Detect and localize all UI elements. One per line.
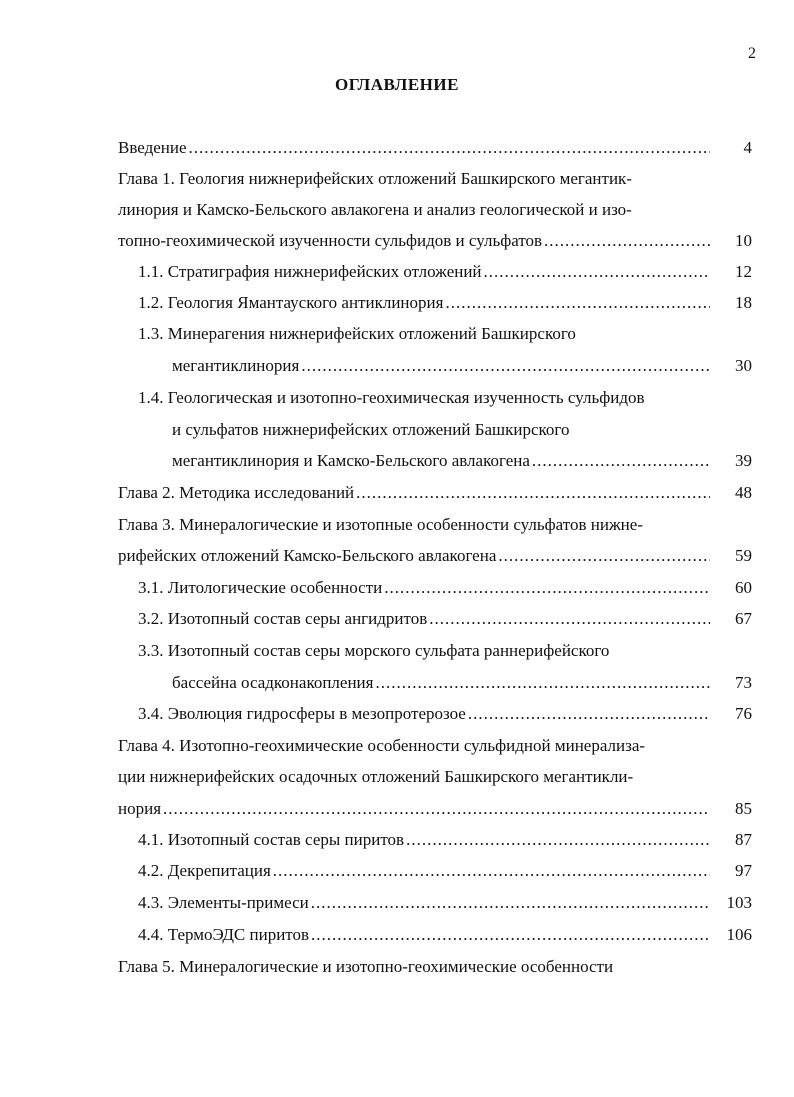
- toc-entry: мегантиклинория .....: [172, 351, 712, 381]
- toc-page: 12: [735, 262, 752, 281]
- toc-entry: 1.2. Геология Ямантауского антиклинория .....: [138, 288, 712, 318]
- toc-page: 60: [735, 578, 752, 597]
- toc-entry: 3.4. Эволюция гидросферы в мезопротерозое .....: [138, 699, 712, 729]
- toc-entry-line: ции нижнерифейских осадочных отложений Башкирского мегантикли-: [118, 767, 634, 786]
- toc-entry-line: и сульфатов нижнерифейских отложений Башкирского: [172, 420, 570, 439]
- toc-entry-line: Глава 3. Минералогические и изотопные особенности сульфатов нижне-: [118, 515, 643, 534]
- toc-entry: топно-геохимической изученности сульфидов и сульфатов .....: [118, 226, 712, 256]
- toc-page: 4: [743, 138, 752, 157]
- toc-page: 48: [735, 483, 752, 502]
- toc-page: 18: [735, 293, 752, 312]
- toc-entry-line: 3.3. Изотопный состав серы морского сульфата раннерифейского: [138, 641, 610, 660]
- toc-entry: Глава 2. Методика исследований .....: [118, 478, 712, 508]
- toc-page: 103: [726, 893, 752, 912]
- toc-entry: 1.1. Стратиграфия нижнерифейских отложений .....: [138, 257, 712, 287]
- toc-entry: 4.1. Изотопный состав серы пиритов .....: [138, 825, 712, 855]
- toc-page: 106: [726, 925, 752, 944]
- toc-page: 59: [735, 546, 752, 565]
- toc-page: 76: [735, 704, 752, 723]
- toc-entry: 4.2. Декрепитация .....: [138, 856, 712, 886]
- toc-entry-line: 1.4. Геологическая и изотопно-геохимическая изученность сульфидов: [138, 388, 645, 407]
- toc-entry-line: Глава 1. Геология нижнерифейских отложений Башкирского мегантик-: [118, 169, 632, 188]
- toc-entry-line: Глава 5. Минералогические и изотопно-геохимические особенности: [118, 957, 614, 976]
- toc-entry-line: линория и Камско-Бельского авлакогена и анализ геологической и изо-: [118, 200, 632, 219]
- toc-entry-line: Глава 4. Изотопно-геохимические особенности сульфидной минерализа-: [118, 736, 646, 755]
- toc-page: 39: [735, 451, 752, 470]
- toc-entry-line: 1.3. Минерагения нижнерифейских отложений Башкирского: [138, 324, 576, 343]
- page-title: ОГЛАВЛЕНИЕ: [335, 75, 459, 94]
- toc-page: 97: [735, 861, 752, 880]
- toc-page: 30: [735, 356, 752, 375]
- toc-entry: 4.4. ТермоЭДС пиритов .....: [138, 920, 712, 950]
- toc-entry: 4.3. Элементы-примеси .....: [138, 888, 712, 918]
- toc-page: 87: [735, 830, 752, 849]
- page-number: 2: [748, 45, 756, 62]
- toc-page: 73: [735, 673, 752, 692]
- toc-entry: 3.2. Изотопный состав серы ангидритов .....: [138, 604, 712, 634]
- toc-page: 10: [735, 231, 752, 250]
- toc-entry: бассейна осадконакопления .....: [172, 668, 712, 698]
- toc-page: 85: [735, 799, 752, 818]
- toc-entry: нория .....: [118, 794, 712, 824]
- toc-entry: мегантиклинория и Камско-Бельского авлакогена .....: [172, 446, 712, 476]
- toc-entry: рифейских отложений Камско-Бельского авлакогена .....: [118, 541, 712, 571]
- toc-entry: Введение .....: [118, 133, 712, 163]
- toc-entry: 3.1. Литологические особенности .....: [138, 573, 712, 603]
- toc-page: 67: [735, 609, 752, 628]
